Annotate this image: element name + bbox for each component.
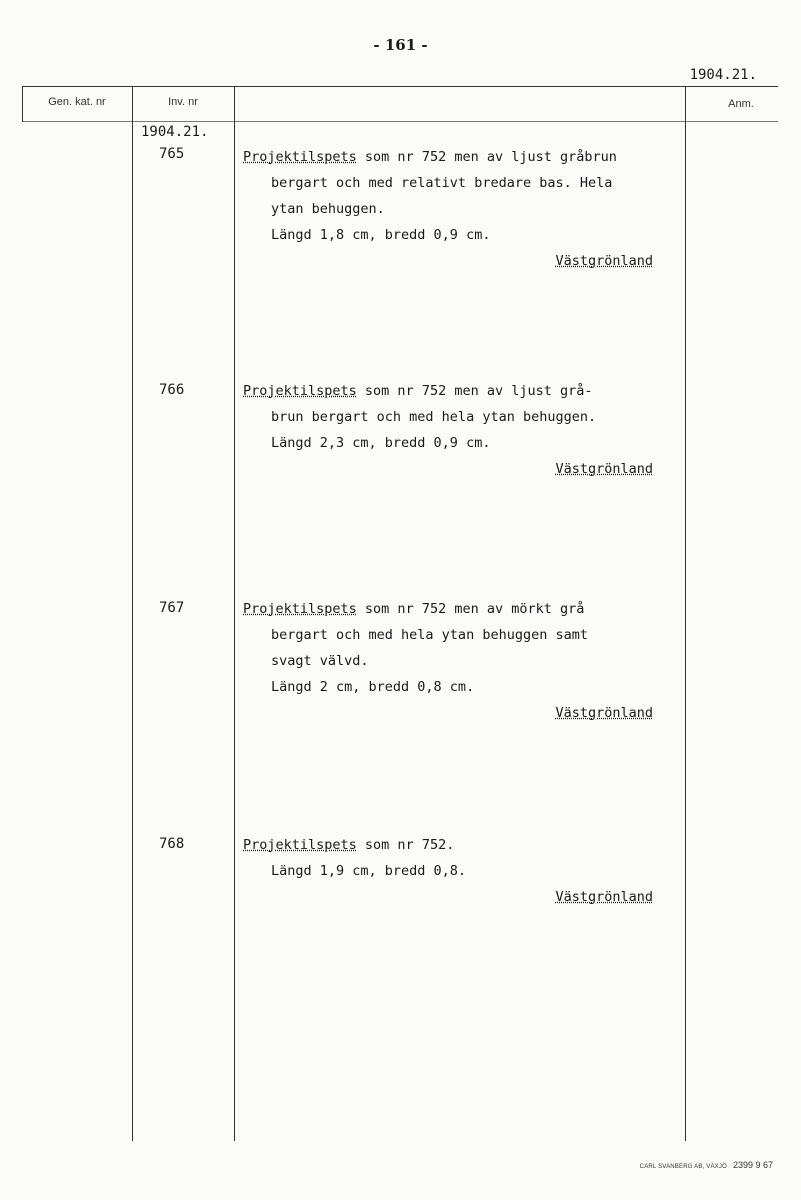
entry-text: svagt välvd. [271,653,369,669]
entry-text: som nr 752 men av ljust gråbrun [356,149,617,165]
printer-footer [640,1160,773,1170]
entry-text: bergart och med hela ytan behuggen samt [271,627,588,643]
entry-first-line [243,144,673,170]
entry-title: Projektilspets [243,383,357,399]
entry-text: som nr 752. [356,837,455,853]
entry-first-line [243,378,673,404]
form-code: 2399 9 67 [732,1160,773,1170]
inventory-date: 1904.21. [141,124,209,140]
anm-column-rule [685,86,686,1141]
page-number: - 161 - [373,36,428,54]
header-bottom-rule [22,121,778,122]
entry-title: Projektilspets [243,601,357,617]
catalog-entry [243,596,673,726]
entry-measurements: Längd 1,8 cm, bredd 0,9 cm. [271,227,491,243]
entry-measurements: Längd 1,9 cm, bredd 0,8. [271,863,467,879]
catalog-entry [243,832,673,910]
catalog-entry [243,144,673,274]
entry-text: brun bergart och med hela ytan behuggen. [271,409,597,425]
entry-first-line [243,596,673,622]
inventory-number: 768 [159,836,185,852]
entry-title: Projektilspets [243,149,357,165]
entry-measurements: Längd 2 cm, bredd 0,8 cm. [271,679,475,695]
inventory-number: 766 [159,382,185,398]
table-top-rule [22,86,778,87]
entry-text: som nr 752 men av ljust grå- [356,383,593,399]
column-header-anm: Anm. [728,98,754,110]
entry-first-line [243,832,673,858]
inventory-number: 765 [159,146,185,162]
entry-locality: Västgrönland [555,705,653,721]
entry-locality: Västgrönland [555,889,653,905]
entry-locality: Västgrönland [555,461,653,477]
inventory-number: 767 [159,600,185,616]
gen-kat-column-rule [132,86,133,1141]
header-catalog-ref: 1904.21. [689,67,757,83]
entry-text: ytan behuggen. [271,201,385,217]
column-header-inv: Inv. nr [168,96,198,108]
catalog-entry [243,378,673,482]
printer-name: CARL SVANBERG AB, VÄXJÖ [639,1164,727,1170]
entry-title: Projektilspets [243,837,357,853]
entry-measurements: Längd 2,3 cm, bredd 0,9 cm. [271,435,491,451]
entry-locality: Västgrönland [555,253,653,269]
inv-column-rule [234,86,235,1141]
entry-text: som nr 752 men av mörkt grå [356,601,585,617]
column-header-gen-kat: Gen. kat. nr [48,96,106,108]
entry-text: bergart och med relativt bredare bas. Hela [271,175,613,191]
